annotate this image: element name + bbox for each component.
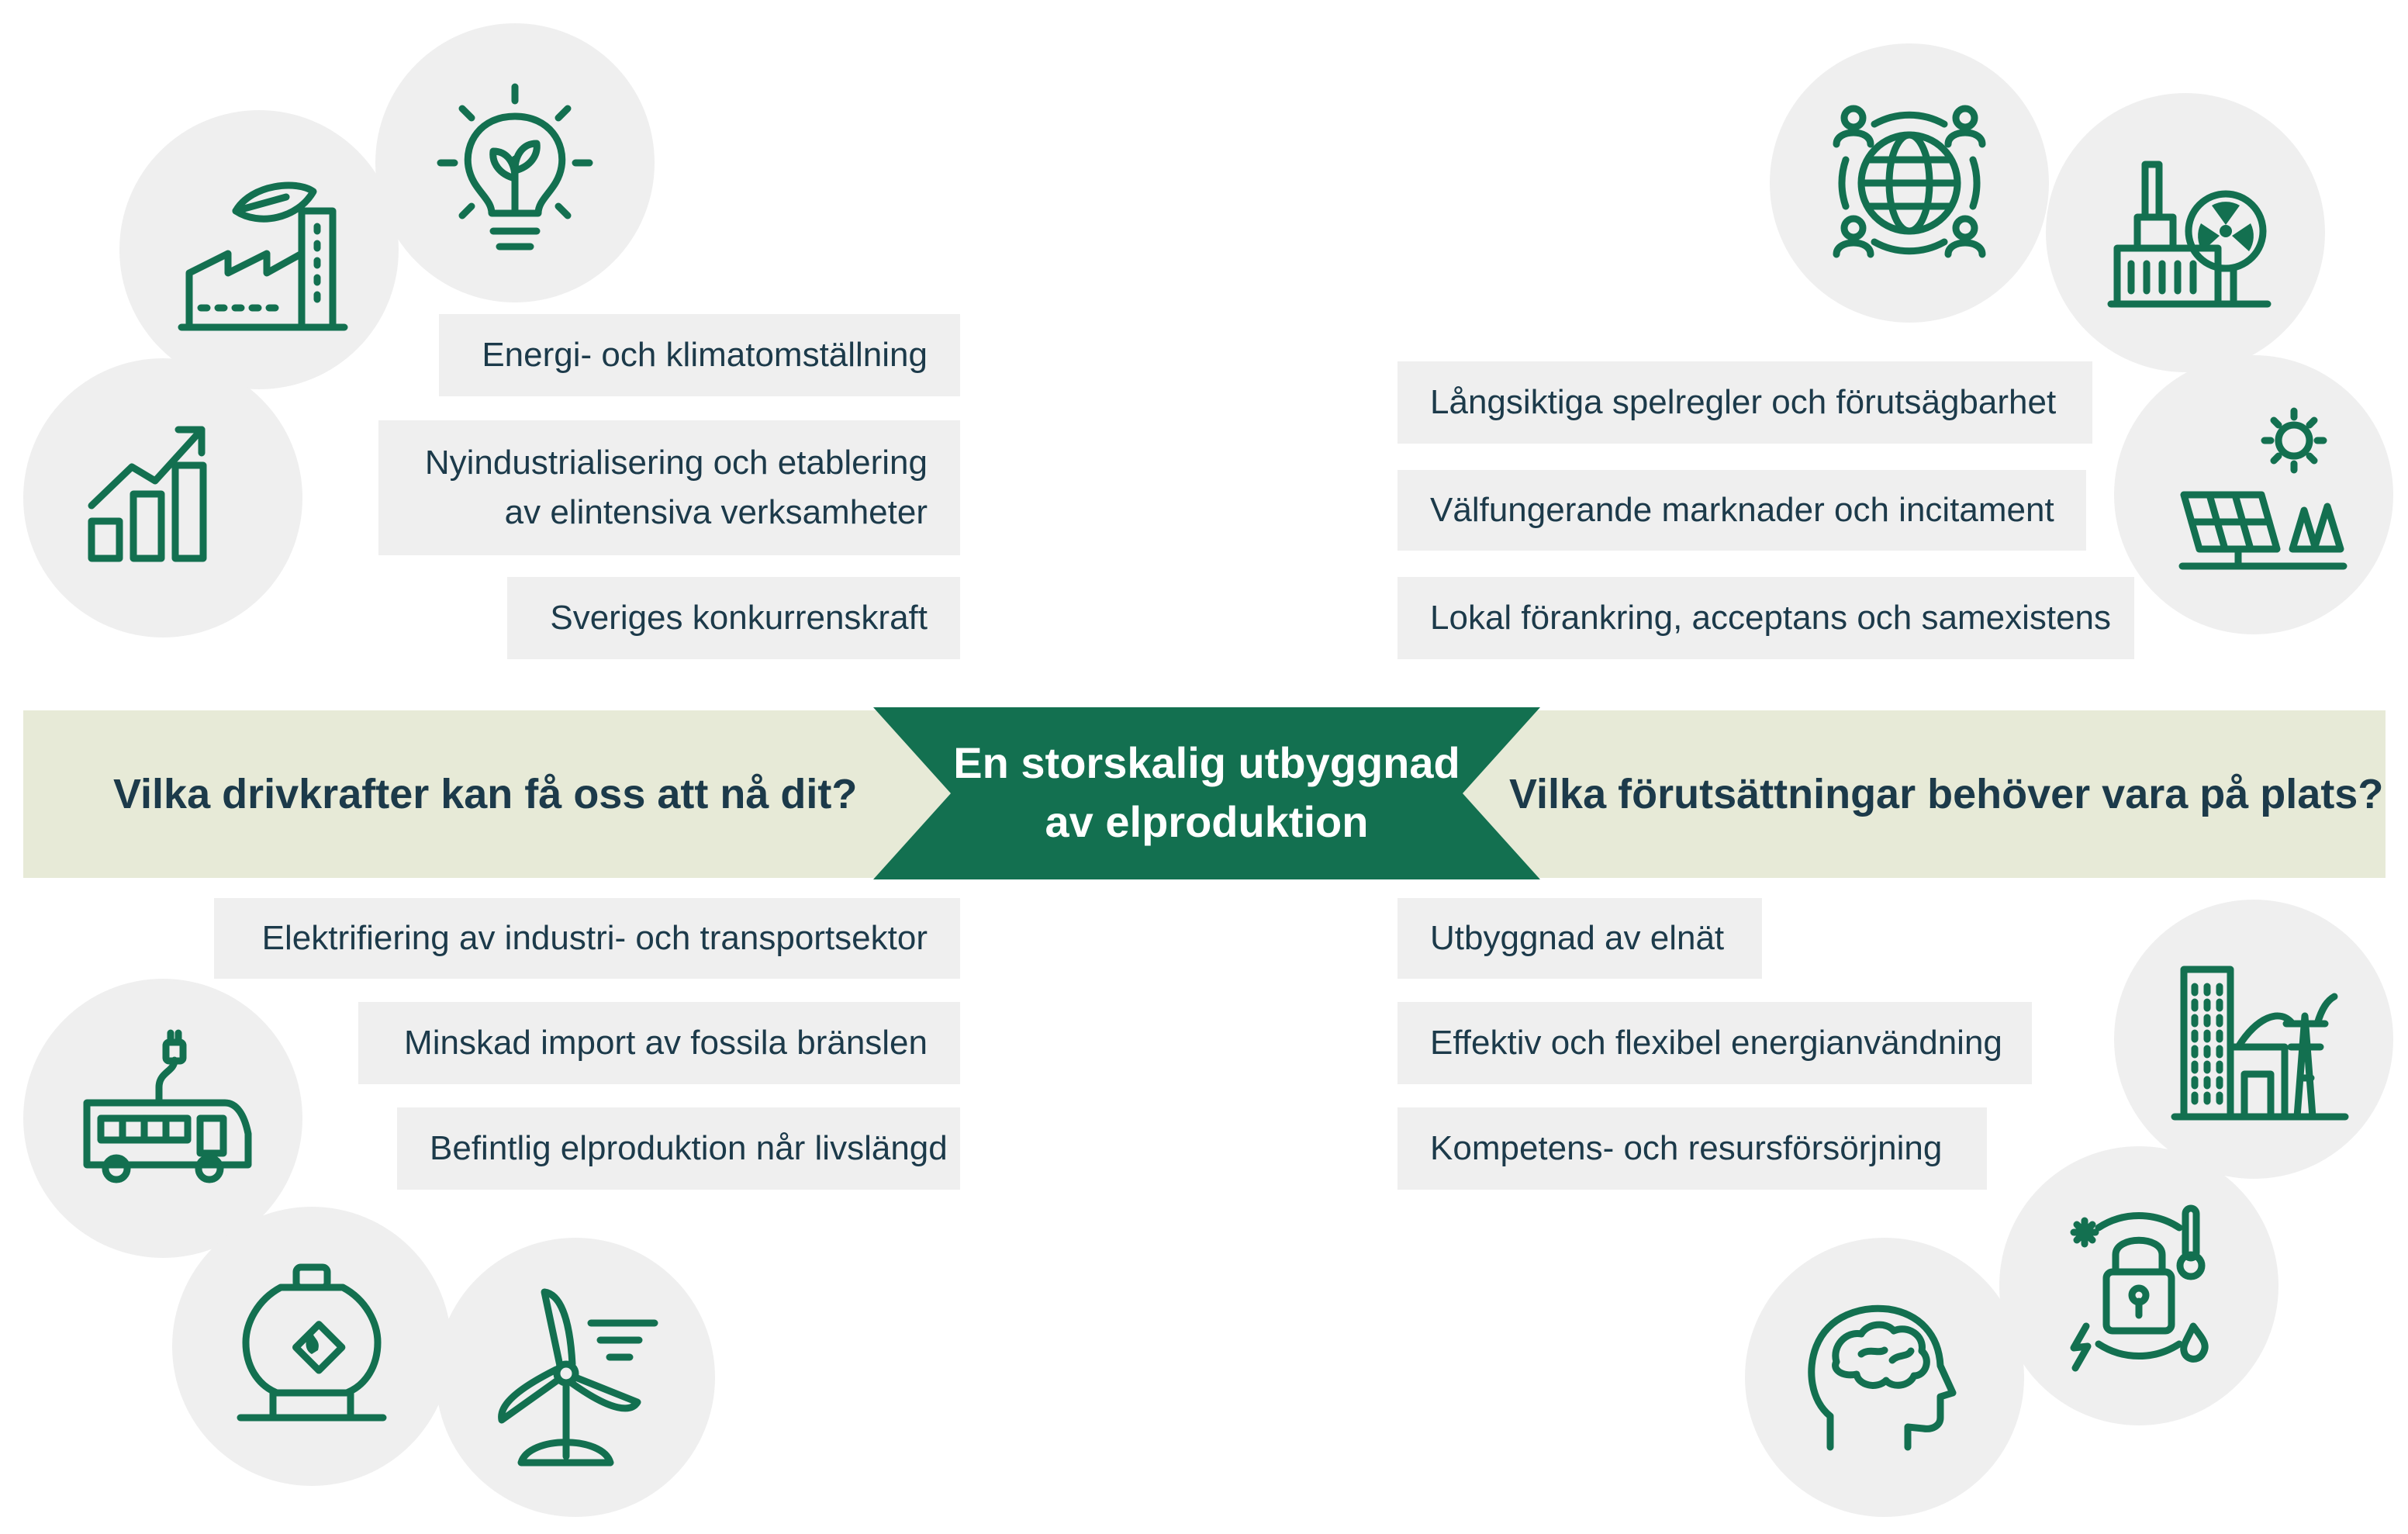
condition-label: Utbyggnad av elnät	[1430, 919, 1725, 957]
driver-label: Befintlig elproduktion når livslängd	[430, 1129, 948, 1167]
center-title-line1: En storskalig utbyggnad	[953, 738, 1460, 787]
condition-label: Effektiv och flexibel energianvändning	[1430, 1024, 2002, 1062]
driver-label: Sveriges konkurrenskraft	[550, 599, 928, 637]
gas-tank-icon	[172, 1207, 451, 1486]
left-question: Vilka drivkrafter kan få oss att nå dit?	[113, 771, 858, 817]
condition-long-term-rules	[1397, 361, 2092, 444]
wind-turbine-icon	[436, 1238, 715, 1517]
lock-energy-icon	[1999, 1146, 2278, 1425]
driver-reduced-fossil-import	[358, 1002, 960, 1084]
condition-competence-resources	[1397, 1107, 1987, 1190]
driver-existing-production-lifespan	[397, 1107, 960, 1190]
driver-competitiveness	[507, 577, 960, 659]
head-brain-icon	[1745, 1238, 2024, 1517]
condition-efficient-energy-use	[1397, 1002, 2032, 1084]
condition-label: Lokal förankring, acceptans och samexistens	[1430, 599, 2112, 637]
right-question: Vilka förutsättningar behöver vara på plats?	[1509, 771, 2384, 817]
driver-electrification	[214, 898, 960, 979]
center-title-line2: av elproduktion	[1045, 797, 1369, 846]
condition-grid-expansion	[1397, 898, 1762, 979]
condition-markets-incentives	[1397, 470, 2086, 551]
condition-label: Välfungerande marknader och incitament	[1430, 491, 2054, 529]
globe-people-icon	[1770, 43, 2049, 323]
driver-energy-climate	[439, 314, 960, 396]
driver-new-industrialization	[378, 420, 960, 555]
center-title	[951, 734, 1463, 852]
condition-label: Kompetens- och resursförsörjning	[1430, 1129, 1943, 1167]
power-plant-nuclear-icon	[2046, 93, 2325, 372]
driver-label: Minskad import av fossila bränslen	[404, 1024, 928, 1062]
city-power-line-icon	[2114, 900, 2393, 1179]
condition-label: Långsiktiga spelregler och förutsägbarhet	[1430, 383, 2057, 421]
factory-leaf-icon	[119, 110, 399, 389]
lightbulb-plant-icon	[375, 23, 655, 302]
driver-label: Elektrifiering av industri- och transportsektor	[261, 919, 928, 957]
growth-chart-icon	[23, 358, 302, 637]
driver-label: Energi- och klimatomställning	[482, 336, 928, 374]
driver-label-line2: av elintensiva verksamheter	[504, 493, 928, 531]
condition-local-acceptance	[1397, 577, 2134, 659]
driver-label-line1: Nyindustrialisering och etablering	[424, 444, 928, 482]
solar-panel-icon	[2114, 355, 2393, 634]
